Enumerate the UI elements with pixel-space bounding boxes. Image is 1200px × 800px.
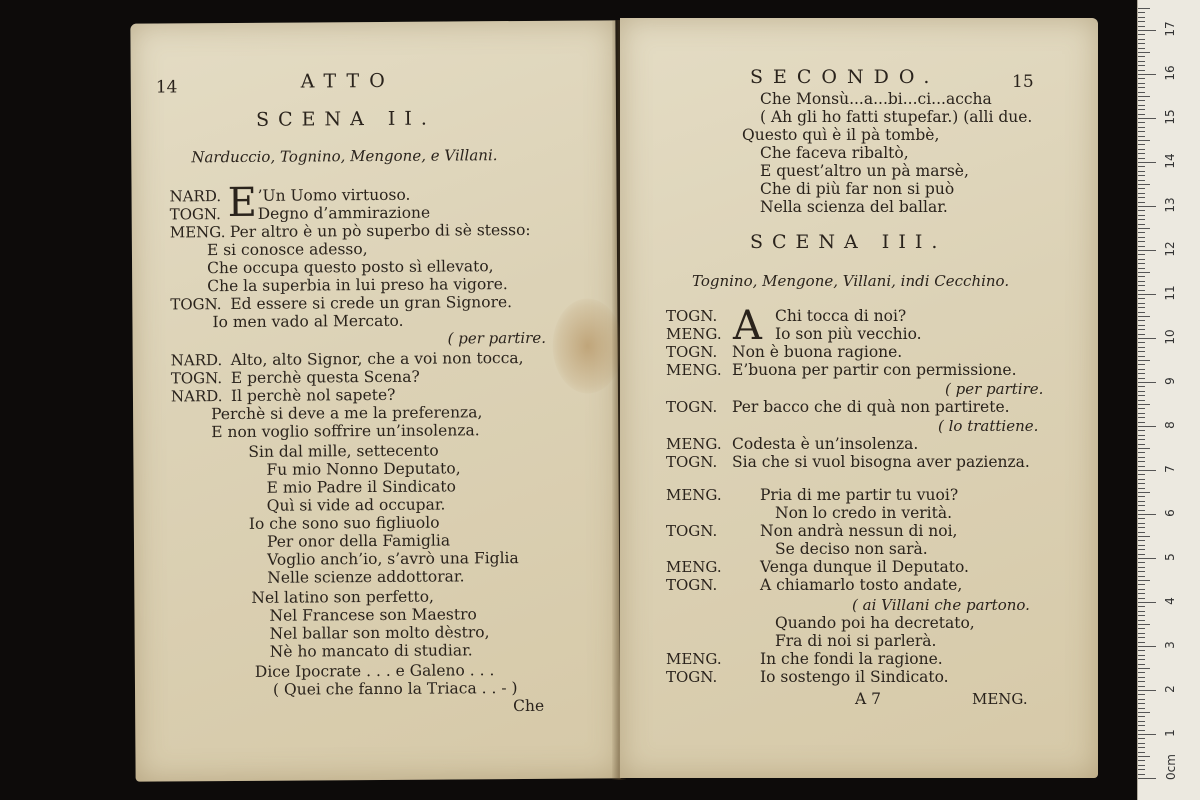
ruler-tick [1138,668,1150,669]
ruler-tick [1138,408,1145,409]
ruler-tick [1138,774,1145,775]
ruler-tick [1138,351,1145,352]
ruler-number: 10 [1163,329,1177,345]
speaker: MENG. [666,486,722,504]
ruler-tick [1138,400,1145,401]
verse-line: Che Monsù...a...bi...ci...accha [760,90,992,108]
page-number: 14 [155,77,178,98]
ruler-tick [1138,171,1145,172]
verse-line: Che faceva ribaltò, [760,144,909,162]
stage-direction: ( per partire. [945,380,1044,398]
ruler-tick [1138,65,1145,66]
verse-line: Nel ballar son molto dèstro, [269,623,490,643]
ruler-tick [1138,83,1145,84]
verse-line: E non voglio soffrire un’insolenza. [211,421,480,442]
ruler-tick [1138,633,1145,634]
ruler-tick [1138,536,1150,537]
ruler-tick [1138,571,1145,572]
ruler-tick [1138,474,1145,475]
verse-line: Dice Ipocrate . . . e Galeno . . . [254,661,495,681]
ruler-tick [1138,721,1145,722]
verse-line: E si conosce adesso, [206,240,368,260]
ruler-tick [1138,43,1145,44]
ruler-tick [1138,78,1145,79]
ruler-tick [1138,294,1156,295]
ruler-tick [1138,334,1145,335]
ruler-tick [1138,580,1150,581]
ruler-tick [1138,210,1145,211]
ruler-tick [1138,316,1150,317]
ruler-tick [1138,149,1145,150]
ruler-tick [1138,562,1145,563]
ruler-tick [1138,422,1145,423]
ruler-tick [1138,8,1150,9]
ruler-tick [1138,356,1145,357]
ruler-tick [1138,602,1156,603]
ruler-tick [1138,184,1150,185]
ruler-tick [1138,360,1150,361]
speaker: TOGN. [666,668,718,686]
ruler-tick [1138,765,1145,766]
ruler-tick [1138,127,1145,128]
ruler-tick [1138,56,1145,57]
ruler-number: 9 [1163,377,1177,385]
ruler-tick [1138,193,1145,194]
ruler-tick [1138,61,1145,62]
ruler-tick [1138,778,1156,779]
verse-line: Voglio anch’io, s’avrò una Figlia [267,549,519,569]
verse-line: Io che sono suo figliuolo [248,513,440,533]
verse-line: Perchè si deve a me la preferenza, [211,403,483,424]
ruler-tick [1138,140,1150,141]
verse-line: Io son più vecchio. [775,325,922,343]
page-number: 15 [1012,72,1034,92]
ruler-tick [1138,320,1145,321]
ruler-tick [1138,325,1145,326]
ruler-tick [1138,180,1145,181]
ruler-tick [1138,118,1156,119]
ruler-tick [1138,105,1145,106]
verse-line: Sia che si vuol bisogna aver pazienza. [732,453,1030,471]
ruler-tick [1138,457,1145,458]
verse-line: Pria di me partir tu vuoi? [760,486,959,504]
ruler-number: 2 [1163,685,1177,693]
ruler-tick [1138,435,1145,436]
ruler-tick [1138,738,1145,739]
verse-line: Fu mio Nonno Deputato, [266,459,461,479]
speaker: MENG. [169,223,226,242]
ruler-tick [1138,224,1145,225]
verse-line: ’Un Uomo virtuoso. [257,185,411,205]
speaker: TOGN. [666,398,718,416]
ruler-tick [1138,426,1156,427]
ruler-tick [1138,30,1156,31]
speaker: NARD. [170,351,223,370]
speaker: MENG. [666,435,722,453]
ruler-tick [1138,615,1145,616]
ruler-tick [1138,373,1145,374]
ruler-number: 14 [1163,153,1177,169]
ruler-tick [1138,87,1145,88]
ruler-tick [1138,382,1156,383]
ruler-tick [1138,338,1156,339]
verse-line: Sin dal mille, settecento [248,441,439,461]
verse-line: Degno d’ammirazione [257,203,431,223]
ruler-tick [1138,391,1145,392]
ruler-tick [1138,219,1145,220]
speaker: TOGN. [170,369,223,388]
cast-line: Narduccio, Tognino, Mengone, e Villani. [191,146,498,167]
ruler-tick [1138,342,1145,343]
verse-line: Nella scienza del ballar. [760,198,948,216]
ruler-tick [1138,298,1145,299]
ruler-tick [1138,479,1145,480]
ruler-tick [1138,439,1145,440]
verse-line: Nelle scienze addottorar. [267,567,465,587]
catchword: MENG. [972,690,1028,708]
ruler-tick [1138,501,1145,502]
left-page [130,20,620,781]
ruler-tick [1138,162,1156,163]
ruler-tick [1138,598,1145,599]
verse-line: Non lo credo in verità. [775,504,953,522]
ruler-number: 17 [1163,21,1177,37]
cast-line: Tognino, Mengone, Villani, indi Cecchino. [692,272,1010,290]
scene-heading: SCENA II. [255,107,436,131]
ruler-tick [1138,716,1145,717]
verse-line: Il perchè nol sapete? [230,385,396,406]
ruler-tick [1138,430,1145,431]
ruler-tick [1138,364,1145,365]
verse-line: E mio Padre il Sindicato [266,477,456,497]
ruler-tick [1138,760,1145,761]
ruler-number: 1 [1163,729,1177,737]
speaker: NARD. [169,187,222,206]
verse-line: Alto, alto Signor, che a voi non tocca, [230,348,524,370]
verse-line: Venga dunque il Deputato. [760,558,969,576]
ruler-number: 15 [1163,109,1177,125]
speaker: TOGN. [666,307,718,325]
ruler-tick [1138,413,1145,414]
ruler-tick [1138,246,1145,247]
ruler-tick [1138,488,1145,489]
ruler-tick [1138,703,1145,704]
ruler-tick [1138,712,1150,713]
ruler-tick [1138,589,1145,590]
catchword: Che [513,696,545,716]
stage-direction: ( lo trattiene. [938,417,1039,435]
verse-line: Per bacco che di quà non partirete. [732,398,1010,416]
ruler-tick [1138,241,1145,242]
ruler-number: 5 [1163,553,1177,561]
ruler-tick [1138,369,1145,370]
speaker: MENG. [666,361,722,379]
ruler-tick [1138,100,1145,101]
verse-line: Non andrà nessun di noi, [760,522,958,540]
verse-line: Chi tocca di noi? [775,307,907,325]
ruler-tick [1138,206,1156,207]
ruler-tick [1138,276,1145,277]
ruler-number: 8 [1163,421,1177,429]
verse-line: Nel Francese son Maestro [269,605,477,625]
ruler-tick [1138,144,1145,145]
ruler-tick [1138,26,1145,27]
ruler-tick [1138,272,1150,273]
ruler-tick [1138,545,1145,546]
speaker: MENG. [666,650,722,668]
ruler-tick [1138,642,1145,643]
ruler-tick [1138,285,1145,286]
verse-line: E perchè questa Scena? [230,367,420,388]
ruler-tick [1138,158,1145,159]
ruler-tick [1138,584,1145,585]
ruler-tick [1138,620,1145,621]
ruler-tick [1138,523,1145,524]
verse-line: Nè ho mancato di studiar. [269,641,473,661]
speaker: MENG. [666,325,722,343]
ruler-tick [1138,395,1145,396]
ruler-tick [1138,92,1145,93]
measuring-ruler [1137,0,1200,800]
ruler-number: 6 [1163,509,1177,517]
verse-line: ( Ah gli ho fatti stupefar.) (alli due. [760,108,1033,126]
ruler-tick [1138,628,1145,629]
ruler-tick [1138,153,1145,154]
ruler-tick [1138,483,1145,484]
verse-line: Che di più far non si può [760,180,955,198]
verse-line: Codesta è un’insolenza. [732,435,919,453]
verse-line: Quando poi ha decretato, [775,614,975,632]
ruler-tick [1138,558,1156,559]
ruler-tick [1138,466,1145,467]
ruler-tick [1138,532,1145,533]
ruler-tick [1138,34,1145,35]
ruler-tick [1138,756,1150,757]
verse-line: Per onor della Famiglia [266,531,451,551]
running-head: SECONDO. [750,66,940,88]
verse-line: A chiamarlo tosto andate, [760,576,963,594]
verse-line: Fra di noi si parlerà. [775,632,937,650]
ruler-tick [1138,39,1145,40]
ruler-number: 12 [1163,241,1177,257]
ruler-tick [1138,637,1145,638]
ruler-tick [1138,567,1145,568]
ruler-tick [1138,21,1145,22]
signature-mark: A 7 [855,690,881,708]
ruler-tick [1138,48,1145,49]
ruler-number: 16 [1163,65,1177,81]
ruler-tick [1138,496,1145,497]
ruler-tick [1138,96,1150,97]
ruler-tick [1138,514,1156,515]
speaker: TOGN. [666,576,718,594]
ruler-tick [1138,228,1150,229]
ruler-tick [1138,593,1145,594]
ruler-tick [1138,540,1145,541]
ruler-number: 11 [1163,285,1177,301]
ruler-tick [1138,136,1145,137]
ruler-tick [1138,734,1156,735]
verse-line: E quest’altro un pà marsè, [760,162,969,180]
ruler-tick [1138,202,1145,203]
verse-line: Per altro è un pò superbo di sè stesso: [229,220,531,242]
ruler-tick [1138,655,1145,656]
ruler-tick [1138,215,1145,216]
ruler-tick [1138,659,1145,660]
speaker: TOGN. [666,522,718,540]
verse-line: Questo quì è il pà tombè, [742,126,940,144]
ruler-tick [1138,672,1145,673]
ruler-tick [1138,470,1156,471]
stage-direction: ( ai Villani che partono. [852,596,1030,614]
ruler-tick [1138,694,1145,695]
verse-line: Che la superbia in lui preso ha vigore. [207,275,508,296]
ruler-tick [1138,232,1145,233]
scene-heading: SCENA III. [750,231,947,253]
ruler-tick [1138,12,1145,13]
ruler-tick [1138,769,1145,770]
ruler-tick [1138,677,1145,678]
ruler-tick [1138,175,1145,176]
ruler-tick [1138,329,1145,330]
ruler-tick [1138,312,1145,313]
ruler-tick [1138,730,1145,731]
ruler-tick [1138,188,1145,189]
speaker: TOGN. [666,453,718,471]
ruler-tick [1138,417,1145,418]
ruler-tick [1138,109,1145,110]
ruler-tick [1138,131,1145,132]
ruler-number: 13 [1163,197,1177,213]
drop-capital: E [227,179,257,227]
stage-direction: ( per partire. [447,328,547,348]
ruler-tick [1138,527,1145,528]
ruler-tick [1138,281,1145,282]
ruler-tick [1138,290,1145,291]
ruler-tick [1138,70,1145,71]
verse-line: Quì si vide ad occupar. [266,495,446,515]
ruler-tick [1138,646,1156,647]
ruler-tick [1138,747,1145,748]
ruler-tick [1138,404,1150,405]
verse-line: Ed essere si crede un gran Signore. [230,293,513,314]
running-head: ATTO [300,69,395,93]
ruler-tick [1138,690,1156,691]
ruler-number: 3 [1163,641,1177,649]
ruler-tick [1138,650,1145,651]
ruler-tick [1138,505,1145,506]
ruler-tick [1138,699,1145,700]
verse-line: Che occupa questo posto sì ellevato, [207,257,494,278]
ruler-number: 4 [1163,597,1177,605]
ruler-tick [1138,303,1145,304]
drop-capital: A [733,303,762,349]
ruler-tick [1138,518,1145,519]
ruler-tick [1138,259,1145,260]
ruler-tick [1138,114,1145,115]
ruler-tick [1138,347,1145,348]
ruler-tick [1138,681,1145,682]
ruler-tick [1138,52,1150,53]
verse-line: ( Quei che fanno la Triaca . . - ) [272,679,518,699]
ruler-number: 7 [1163,465,1177,473]
verse-line: In che fondi la ragione. [760,650,943,668]
speaker: TOGN. [666,343,718,361]
ruler-tick [1138,166,1145,167]
ruler-tick [1138,725,1145,726]
ruler-tick [1138,606,1145,607]
verse-line: Non è buona ragione. [732,343,903,361]
ruler-tick [1138,197,1145,198]
ruler-tick [1138,237,1145,238]
verse-line: Io men vado al Mercato. [212,311,404,332]
ruler-tick [1138,307,1145,308]
right-page [620,18,1098,778]
ruler-tick [1138,448,1150,449]
ruler-tick [1138,444,1145,445]
ruler-tick [1138,461,1145,462]
ruler-tick [1138,554,1145,555]
ruler-tick [1138,268,1145,269]
ruler-tick [1138,254,1145,255]
ruler-tick [1138,386,1145,387]
ruler-tick [1138,752,1145,753]
verse-line: Nel latino son perfetto, [251,587,435,607]
speaker: MENG. [666,558,722,576]
speaker: TOGN. [170,295,222,314]
speaker: NARD. [170,387,223,406]
ruler-tick [1138,263,1145,264]
ruler-tick [1138,624,1150,625]
ruler-tick [1138,708,1145,709]
ruler-tick [1138,378,1145,379]
verse-line: Io sostengo il Sindicato. [760,668,949,686]
ruler-tick [1138,549,1145,550]
ruler-tick [1138,122,1145,123]
ruler-tick [1138,250,1156,251]
ruler-unit-label: 0cm [1164,754,1178,780]
ruler-tick [1138,74,1156,75]
ruler-tick [1138,510,1145,511]
ruler-tick [1138,17,1145,18]
ruler-tick [1138,492,1150,493]
speaker: TOGN. [169,205,221,224]
ruler-tick [1138,576,1145,577]
ruler-tick [1138,686,1145,687]
ruler-tick [1138,611,1145,612]
verse-line: Se deciso non sarà. [775,540,928,558]
ruler-tick [1138,743,1145,744]
ruler-tick [1138,664,1145,665]
ruler-tick [1138,452,1145,453]
verse-line: E’buona per partir con permissione. [732,361,1017,379]
